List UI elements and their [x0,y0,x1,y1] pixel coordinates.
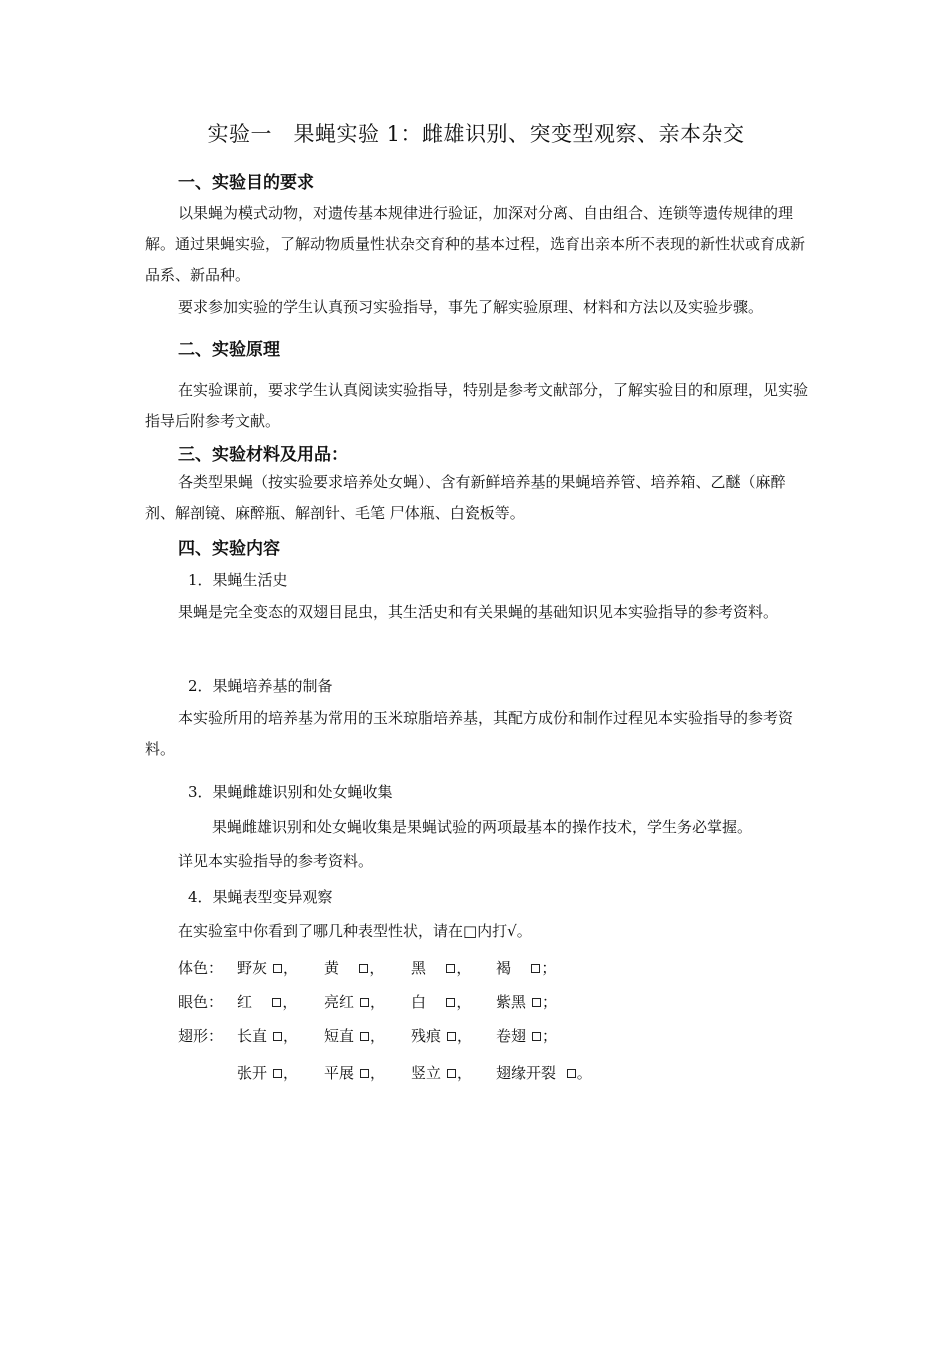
option-wing-notched-margin [496,1062,592,1083]
option-separator: ； [542,993,558,1011]
checkbox[interactable] [447,1069,456,1078]
materials-paragraph [145,467,813,529]
option-separator: ， [283,959,299,977]
checkbox[interactable] [532,998,541,1007]
option-label: 红 [237,993,253,1011]
option-wing-curly [496,1025,557,1046]
option-body-wild-gray [237,957,298,978]
option-label: 残痕 [411,1027,442,1045]
option-label: 黑 [411,959,427,977]
checkbox[interactable] [446,964,455,973]
trait-label-body-color: 体色： [178,959,224,977]
checkbox[interactable] [360,1069,369,1078]
materials-text: 各类型果蝇（按实验要求培养处女蝇）、含有新鲜培养基的果蝇培养管、培养箱、乙醚（麻醉剂、解剖镜、麻醉瓶、解剖针、毛笔 尸体瓶、白瓷板等。 [145,473,786,522]
subsection-title-phenotype: 4．果蝇表型变异观察 [188,888,333,906]
checkbox[interactable] [531,964,540,973]
option-separator: ， [283,1027,299,1045]
option-wing-vestigial [411,1025,472,1046]
option-eye-purple-black [496,991,557,1012]
option-label: 张开 [237,1064,268,1082]
lifecycle-paragraph [145,597,813,628]
option-wing-spread [237,1062,298,1083]
section-heading-principle: 二、实验原理 [178,340,280,360]
option-label: 褐 [496,959,512,977]
option-wing-short-straight [324,1025,385,1046]
checkbox[interactable] [359,964,368,973]
medium-text: 本实验所用的培养基为常用的玉米琼脂培养基，其配方成份和制作过程见本实验指导的参考资料。 [145,709,794,758]
medium-paragraph [145,703,813,765]
option-label: 长直 [237,1027,268,1045]
option-body-black [411,957,471,978]
sexing-text-line2: 详见本实验指导的参考资料。 [178,852,374,870]
option-label: 白 [411,993,427,1011]
trait-label-eye-color: 眼色： [178,993,224,1011]
option-separator: ， [456,993,472,1011]
checkbox[interactable] [272,998,281,1007]
subsection-title-medium: 2．果蝇培养基的制备 [188,677,333,695]
checkbox[interactable] [532,1032,541,1041]
option-separator: 。 [576,1064,592,1082]
objectives-paragraph [145,198,813,291]
option-separator: ， [457,1064,473,1082]
option-wing-flat [324,1062,385,1083]
subsection-title-lifecycle: 1．果蝇生活史 [188,571,288,589]
checkbox[interactable] [447,1032,456,1041]
checkbox[interactable] [360,998,369,1007]
option-label: 野灰 [237,959,268,977]
option-label: 翅缘开裂 [496,1064,557,1082]
checkbox[interactable] [273,1069,282,1078]
option-label: 黄 [324,959,340,977]
option-separator: ， [283,1064,299,1082]
option-label: 卷翅 [496,1027,527,1045]
checkbox[interactable] [446,998,455,1007]
principle-paragraph [145,375,813,437]
option-separator: ， [456,959,472,977]
section-heading-objectives: 一、实验目的要求 [178,173,314,193]
option-separator: ， [369,959,385,977]
option-eye-red [237,991,297,1012]
section-heading-content: 四、实验内容 [178,539,280,559]
option-body-yellow [324,957,384,978]
option-wing-upright [411,1062,472,1083]
option-wing-long-straight [237,1025,298,1046]
option-label: 亮红 [324,993,355,1011]
objectives-text: 以果蝇为模式动物，对遗传基本规律进行验证，加深对分离、自由组合、连锁等遗传规律的理解。通过果蝇实验，了解动物质量性状杂交育种的基本过程，选育出亲本所不表现的新性状或育成新品系、新品种。 [145,204,806,284]
requirements-text: 要求参加实验的学生认真预习实验指导，事先了解实验原理、材料和方法以及实验步骤。 [178,298,764,316]
option-label: 竖立 [411,1064,442,1082]
checkbox[interactable] [273,1032,282,1041]
option-separator: ， [370,1027,386,1045]
subsection-title-sexing: 3．果蝇雌雄识别和处女蝇收集 [188,783,393,801]
option-label: 平展 [324,1064,355,1082]
checkbox[interactable] [567,1069,576,1078]
option-separator: ， [370,1064,386,1082]
requirements-paragraph [145,292,813,323]
option-eye-white [411,991,471,1012]
trait-label-wing-shape: 翅形： [178,1027,224,1045]
option-separator: ， [370,993,386,1011]
option-label: 紫黑 [496,993,527,1011]
option-eye-bright-red [324,991,385,1012]
option-label: 短直 [324,1027,355,1045]
checkbox[interactable] [360,1032,369,1041]
section-heading-materials: 三、实验材料及用品： [178,445,348,465]
sexing-text-line1: 果蝇雌雄识别和处女蝇收集是果蝇试验的两项最基本的操作技术，学生务必掌握。 [212,818,753,836]
option-body-brown [496,957,556,978]
lifecycle-text: 果蝇是完全变态的双翅目昆虫，其生活史和有关果蝇的基础知识见本实验指导的参考资料。 [178,603,779,621]
checkbox[interactable] [273,964,282,973]
phenotype-instruction: 在实验室中你看到了哪几种表型性状，请在□内打√。 [178,922,532,940]
option-separator: ， [457,1027,473,1045]
option-separator: ， [282,993,298,1011]
principle-text: 在实验课前，要求学生认真阅读实验指导，特别是参考文献部分，了解实验目的和原理，见实验指导后附参考文献。 [145,381,809,430]
document-title: 实验一 果蝇实验 1：雌雄识别、突变型观察、亲本杂交 [207,122,745,146]
option-separator: ； [541,959,557,977]
option-separator: ； [542,1027,558,1045]
